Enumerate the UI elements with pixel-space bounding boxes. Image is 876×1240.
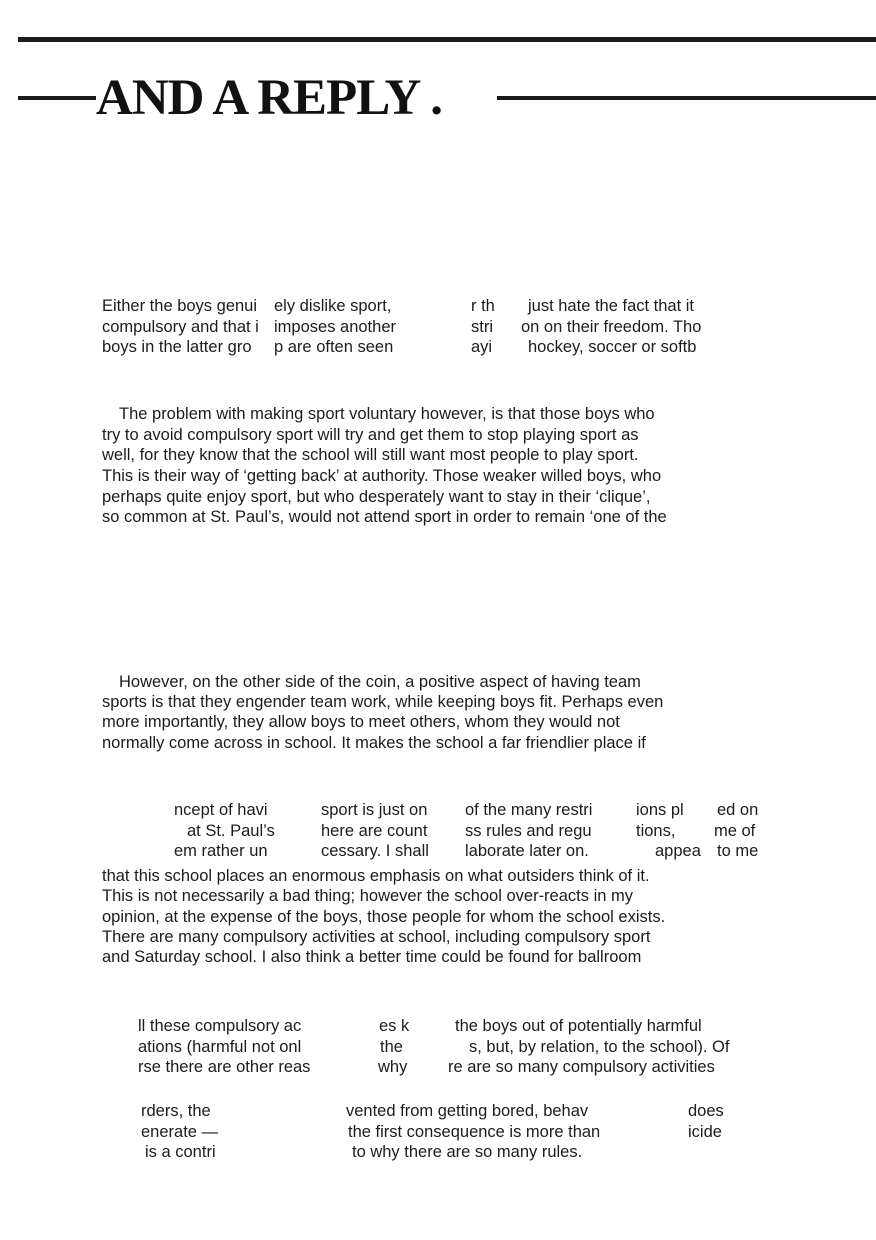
text-fragment: es k (379, 1017, 410, 1035)
text-fragment: of the many restri (465, 801, 593, 819)
text-fragment: rders, the (141, 1102, 211, 1120)
paragraph-line: try to avoid compulsory sport will try and get them to stop playing sport as (102, 426, 639, 444)
text-fragment: tions, (636, 822, 676, 840)
text-fragment: cessary. I shall (321, 842, 429, 860)
title-rule-right (497, 96, 876, 100)
text-fragment: rse there are other reas (138, 1058, 311, 1076)
text-fragment: ed on (717, 801, 759, 819)
text-fragment: on on their freedom. Tho (521, 318, 702, 336)
text-fragment: enerate — (141, 1123, 219, 1141)
text-fragment: ss rules and regu (465, 822, 592, 840)
text-fragment: ncept of havi (174, 801, 268, 819)
text-fragment: em rather un (174, 842, 268, 860)
paragraph-line: so common at St. Paul’s, would not attend sport in order to remain ‘one of the (102, 508, 667, 526)
text-fragment: laborate later on. (465, 842, 589, 860)
article-title: AND A REPLY . (96, 70, 442, 126)
text-fragment: hockey, soccer or softb (528, 338, 697, 356)
text-fragment: ll these compulsory ac (138, 1017, 302, 1035)
text-fragment: the boys out of potentially harmful (455, 1017, 702, 1035)
paragraph-line: perhaps quite enjoy sport, but who desperately want to stay in their ‘clique’, (102, 488, 651, 506)
text-fragment: me of (714, 822, 756, 840)
paragraph-line: This is not necessarily a bad thing; however the school over-reacts in my (102, 887, 633, 905)
title-rule-left (18, 96, 96, 100)
text-fragment: r th (471, 297, 495, 315)
text-fragment: at St. Paul’s (187, 822, 275, 840)
text-fragment: appea (655, 842, 701, 860)
text-fragment: vented from getting bored, behav (346, 1102, 589, 1120)
paragraph-line: sports is that they engender team work, while keeping boys fit. Perhaps even (102, 693, 664, 711)
paragraph-line: more importantly, they allow boys to meet others, whom they would not (102, 713, 620, 731)
text-fragment: imposes another (274, 318, 396, 336)
text-fragment: ayi (471, 338, 493, 356)
paragraph-line: However, on the other side of the coin, a positive aspect of having team (119, 673, 641, 691)
text-fragment: icide (688, 1123, 722, 1141)
text-fragment: to why there are so many rules. (352, 1143, 583, 1161)
text-fragment: ely dislike sport, (274, 297, 392, 315)
text-fragment: is a contri (145, 1143, 216, 1161)
paragraph-line: and Saturday school. I also think a better time could be found for ballroom (102, 948, 642, 966)
text-fragment: why (378, 1058, 408, 1076)
paragraph-line: opinion, at the expense of the boys, those people for whom the school exists. (102, 908, 666, 926)
paragraph-line: well, for they know that the school will still want most people to play sport. (102, 446, 639, 464)
text-fragment: just hate the fact that it (528, 297, 695, 315)
text-fragment: p are often seen (274, 338, 394, 356)
text-fragment: the first consequence is more than (348, 1123, 601, 1141)
paragraph-line: There are many compulsory activities at school, including compulsory sport (102, 928, 651, 946)
paragraph-line: The problem with making sport voluntary however, is that those boys who (119, 405, 655, 423)
top-rule (18, 37, 876, 42)
text-fragment: the (380, 1038, 403, 1056)
text-fragment: s, but, by relation, to the school). Of (469, 1038, 730, 1056)
text-fragment: Either the boys genui (102, 297, 258, 315)
text-fragment: re are so many compulsory activities (448, 1058, 715, 1076)
text-fragment: here are count (321, 822, 428, 840)
text-fragment: does (688, 1102, 724, 1120)
text-fragment: to me (717, 842, 759, 860)
paragraph-line: normally come across in school. It makes the school a far friendlier place if (102, 734, 646, 752)
text-fragment: stri (471, 318, 493, 336)
text-fragment: ions pl (636, 801, 684, 819)
paragraph-line: that this school places an enormous emphasis on what outsiders think of it. (102, 867, 650, 885)
text-fragment: compulsory and that i (102, 318, 259, 336)
paragraph-line: This is their way of ‘getting back’ at authority. Those weaker willed boys, who (102, 467, 662, 485)
text-fragment: ations (harmful not onl (138, 1038, 302, 1056)
text-fragment: sport is just on (321, 801, 428, 819)
text-fragment: boys in the latter gro (102, 338, 252, 356)
